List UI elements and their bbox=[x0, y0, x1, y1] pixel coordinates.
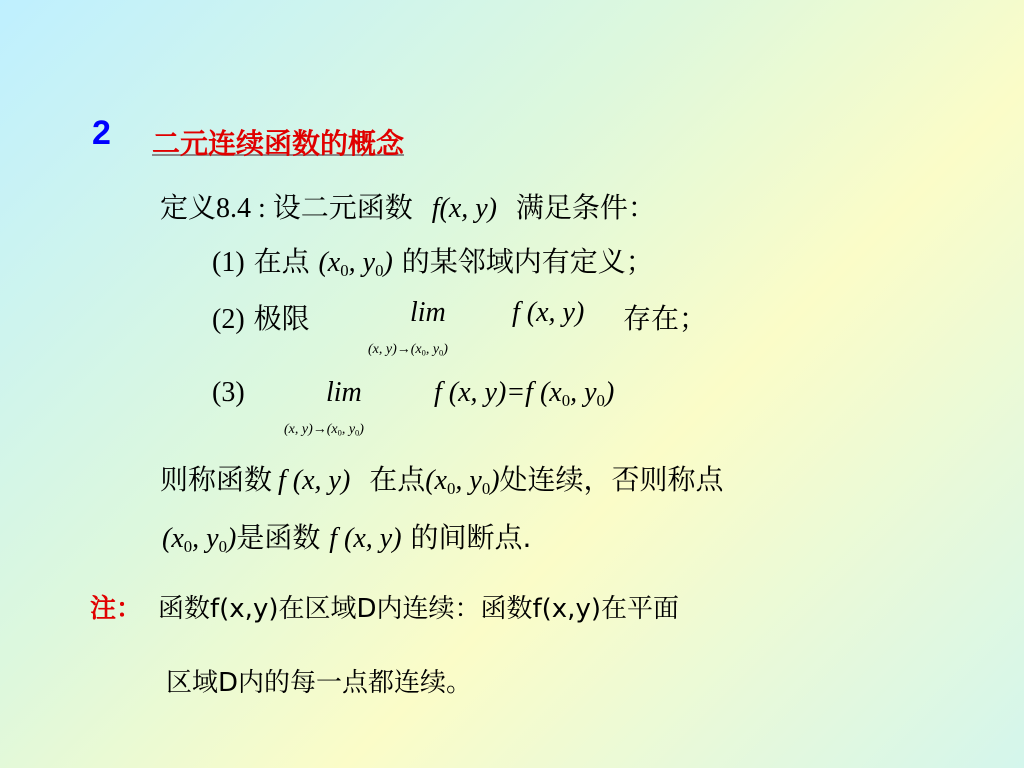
condition-1-text1: 在点 bbox=[253, 245, 310, 278]
condition-2-fn: f (x, y) bbox=[512, 297, 585, 328]
conclusion-point: ($x_0$, $y_0$) bbox=[425, 465, 500, 499]
condition-2-limit-subscript: (x, $y)\to(x_0$, $y_0$) bbox=[368, 342, 448, 358]
conclusion-line-1 bbox=[160, 458, 724, 499]
conclusion-line2-text-a: 是函数 bbox=[236, 521, 321, 554]
condition-3-limit-subscript: (x, $y)\to(x_0$, $y_0$) bbox=[284, 422, 364, 438]
note-label: 注： bbox=[90, 594, 143, 624]
definition-colon: : bbox=[251, 193, 273, 224]
condition-2-text2: 存在； bbox=[623, 302, 708, 335]
condition-1-text2: 的某邻域内有定义； bbox=[401, 245, 654, 278]
conclusion-text-b: 在点 bbox=[369, 463, 426, 496]
conclusion-line2-fn: f (x, y) bbox=[329, 523, 402, 554]
condition-1-point: ($x_0$, $y_0$) bbox=[318, 247, 393, 281]
definition-args: (x, y) bbox=[439, 193, 498, 224]
section-title: 二元连续函数的概念 bbox=[152, 127, 405, 160]
definition-line bbox=[160, 186, 656, 226]
definition-text: 设二元函数 bbox=[272, 191, 413, 224]
condition-2-text1: 极限 bbox=[253, 302, 310, 335]
definition-fn: f bbox=[431, 193, 440, 224]
section-number: 2 bbox=[92, 114, 111, 152]
condition-2-marker: (2) bbox=[212, 304, 245, 335]
conclusion-line2-text-b: 的间断点. bbox=[410, 521, 532, 554]
condition-2 bbox=[212, 297, 310, 337]
condition-3-marker: (3) bbox=[212, 377, 245, 408]
condition-1-marker: (1) bbox=[212, 247, 245, 278]
condition-3-lim: lim bbox=[326, 377, 362, 408]
definition-label: 定义 bbox=[160, 191, 217, 224]
condition-1 bbox=[212, 240, 654, 281]
note-line-1: 函数f(x,y)在区域D内连续：函数f(x,y)在平面 bbox=[158, 594, 679, 624]
conclusion-text-a: 则称函数 bbox=[160, 463, 273, 496]
condition-2-lim: lim bbox=[410, 297, 446, 328]
conclusion-text-c: 处连续，否则称点 bbox=[499, 463, 724, 496]
definition-number: 8.4 bbox=[216, 193, 252, 224]
condition-3-expression: f (x, y)=f ($x_0$, $y_0$) bbox=[434, 377, 615, 411]
note-line-2: 区域D内的每一点都连续。 bbox=[166, 668, 473, 698]
conclusion-line2-point: ($x_0$, $y_0$) bbox=[162, 523, 237, 557]
conclusion-line-2 bbox=[162, 516, 531, 557]
definition-suffix: 满足条件： bbox=[515, 191, 656, 224]
conclusion-fn: f (x, y) bbox=[278, 465, 351, 496]
